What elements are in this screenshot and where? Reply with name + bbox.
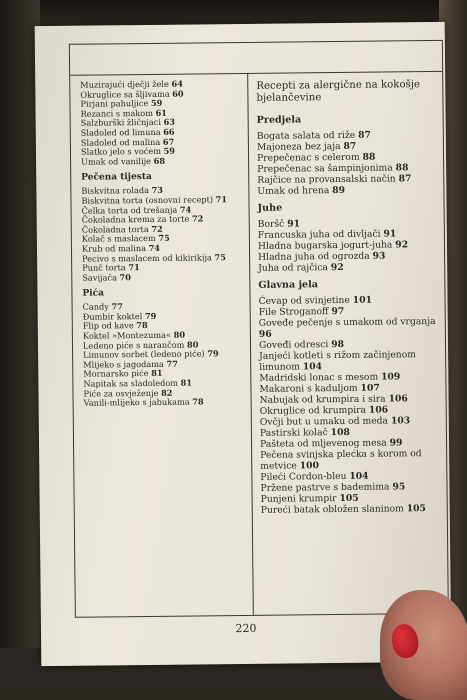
entry-page: 89 <box>332 184 346 197</box>
entry-name: Bogata salata od riže <box>256 129 356 142</box>
entry-name: Pastirski kolač <box>259 427 328 439</box>
entry-page: 92 <box>395 239 409 251</box>
entry-name: Kolač s maslacem <box>81 233 156 244</box>
entry-name: Prepečenac s celerom <box>256 151 360 164</box>
index-section <box>81 171 242 283</box>
entry-page: 98 <box>331 338 345 351</box>
entry-page: 78 <box>136 320 148 331</box>
section-heading: Pečena tijesta <box>81 172 152 184</box>
entry-page: 81 <box>180 377 193 388</box>
entry-page: 105 <box>339 492 359 504</box>
right-column <box>256 77 441 522</box>
entry-page: 72 <box>151 223 163 234</box>
left-sections <box>81 171 243 408</box>
entry-page: 74 <box>179 204 192 215</box>
entry-page: 91 <box>287 218 301 230</box>
entry-name: Đumbir koktel <box>82 310 143 322</box>
entry-name: Mlijeko s jagodama <box>83 358 164 370</box>
entry-name: Pašteta od mljevenog mesa <box>259 437 387 450</box>
entry-name: Krub od malina <box>81 242 147 254</box>
entry-name: Francuska juha od divljači <box>257 228 381 241</box>
entry-name: Čelka torta od trešanja <box>81 204 178 216</box>
recipes-title: Recepti za alergične na kokošje bjelančevine <box>256 79 421 104</box>
entry-name: Salzburški žličnjaci <box>80 117 162 129</box>
index-entry <box>257 184 437 197</box>
entry-page: 100 <box>299 460 320 472</box>
header-band <box>70 41 442 76</box>
entry-page: 87 <box>398 173 412 185</box>
entry-name: Makaroni s kaduljom <box>259 382 358 395</box>
entry-page: 80 <box>173 329 186 340</box>
entry-page: 61 <box>155 107 168 118</box>
entry-name: Piće za osvježenje <box>83 387 159 399</box>
entry-name: Sladoled od limuna <box>80 126 161 138</box>
entry-name: Umak od hrena <box>257 185 330 197</box>
entry-name: Pečena svinjska plećka s korom od metvice <box>260 448 422 472</box>
entry-page: 97 <box>331 305 345 318</box>
entry-name: Pecivo s maslacem od kikirikija <box>82 251 212 264</box>
entry-name: Flip od kave <box>82 320 134 332</box>
index-entry <box>260 448 440 472</box>
entry-name: Pirjani pahuljice <box>80 98 149 109</box>
entry-page: 82 <box>160 387 173 398</box>
entry-page: 81 <box>151 368 163 379</box>
entry-name: Hladna juha od ogrozda <box>258 250 370 263</box>
entry-name: Punjeni krumpir <box>260 493 337 505</box>
entry-name: Majoneza bez jaja <box>256 140 341 153</box>
index-section <box>82 287 243 408</box>
entry-name: Koktel »Montezuma« <box>82 329 172 341</box>
entry-page: 60 <box>172 88 184 99</box>
entry-page: 92 <box>330 261 344 274</box>
entry-page: 59 <box>150 98 163 109</box>
index-entry <box>257 173 437 186</box>
entry-page: 87 <box>343 140 357 152</box>
entry-page: 87 <box>358 129 371 141</box>
entry-name: Pržene pastrve s bademima <box>260 481 390 494</box>
entry-page: 75 <box>214 251 226 262</box>
section-heading: Glavna jela <box>258 279 319 291</box>
entry-name: Boršč <box>257 218 285 230</box>
entry-page: 93 <box>372 250 386 262</box>
entry-page: 59 <box>163 145 176 156</box>
entry-page: 64 <box>171 78 183 89</box>
entry-name: Slatko jelo s voćem <box>80 146 162 157</box>
entry-page: 78 <box>192 396 204 407</box>
index-entry <box>259 349 439 373</box>
left-column <box>80 79 243 414</box>
entry-page: 101 <box>352 294 373 306</box>
entry-page: 91 <box>383 228 397 240</box>
entry-page: 95 <box>392 481 406 493</box>
entry-page: 105 <box>406 503 426 515</box>
entry-name: Savijača <box>82 272 117 283</box>
entry-name: Rezanci s makom <box>80 107 154 119</box>
section-heading: Pića <box>82 288 105 299</box>
entry-page: 106 <box>388 393 408 405</box>
entry-page: 66 <box>163 126 175 137</box>
entry-page: 79 <box>207 348 219 359</box>
entry-page: 109 <box>381 371 401 383</box>
entry-page: 63 <box>163 117 176 128</box>
entry-name: Candy <box>82 301 109 312</box>
entry-name: Pileći Cordon-bleu <box>260 470 347 483</box>
section-heading: Predjela <box>256 114 302 126</box>
entry-page: 88 <box>362 151 376 163</box>
entry-page: 77 <box>166 358 178 369</box>
entry-page: 80 <box>186 339 199 350</box>
entry-page: 71 <box>128 262 140 273</box>
entry-name: Vanili-mlijeko s jabukama <box>83 396 190 408</box>
entry-name: Madridski lonac s mesom <box>259 371 379 384</box>
index-section <box>258 278 440 516</box>
entry-page: 99 <box>389 437 403 449</box>
entry-name: Okruglice sa šljivama <box>80 88 170 100</box>
index-section <box>258 201 439 274</box>
entry-name: File Stroganoff <box>258 306 329 318</box>
entry-name: Biskvitna rolada <box>81 185 150 197</box>
entry-name: Hladna bugarska jogurt-juha <box>257 239 393 252</box>
index-entry <box>261 503 441 516</box>
entry-name: Pureći batak obložen slaninom <box>260 503 404 516</box>
entry-name: Ovčji but u umaku od meda <box>259 415 389 428</box>
entry-page: 74 <box>148 242 161 253</box>
index-entry <box>82 272 242 283</box>
entry-name: Ledeno piće s narančom <box>82 339 185 351</box>
entry-page: 108 <box>330 426 350 439</box>
entry-name: Goveđi odresci <box>258 339 329 351</box>
index-entry <box>84 397 244 408</box>
entry-name: Nabujak od krumpira i sira <box>259 393 386 406</box>
entry-page: 72 <box>191 213 204 224</box>
entry-page: 70 <box>119 271 131 282</box>
entry-name: Biskvitna torta (osnovni recept) <box>81 194 214 206</box>
entry-name: Napitak sa sladoledom <box>83 377 179 389</box>
page-number: 220 <box>235 621 257 636</box>
section-heading: Juhe <box>257 202 283 214</box>
entry-page: 75 <box>158 233 170 244</box>
index-entry <box>258 261 438 274</box>
entry-name: Goveđe pečenje s umakom od vrganja <box>258 315 436 329</box>
entry-page: 88 <box>395 162 409 174</box>
book-page <box>35 22 452 666</box>
entry-name: Juha od rajčica <box>258 262 328 274</box>
entry-name: Čokoladna torta <box>81 223 149 235</box>
entry-page: 71 <box>215 194 228 205</box>
column-divider <box>247 73 254 615</box>
entry-page: 106 <box>368 404 389 416</box>
entry-name: Prepečenac sa šampinjonima <box>257 162 393 175</box>
entry-page: 107 <box>360 382 380 394</box>
entry-name: Ćevap od svinjetine <box>258 294 350 307</box>
entry-page: 104 <box>349 470 369 482</box>
entry-page: 68 <box>153 155 166 166</box>
entry-name: Muzirajući dječji žele <box>80 78 169 90</box>
entry-page: 73 <box>151 185 164 196</box>
entry-name: Limunov sorbet (ledeno piće) <box>83 348 205 360</box>
right-sections <box>257 113 441 516</box>
entry-name: Umak od vanilije <box>81 155 152 167</box>
entry-name: Janjeći kotleti s rižom začinjenom limunom <box>259 349 417 373</box>
index-entry <box>81 156 241 167</box>
left-top-list <box>80 79 241 167</box>
entry-page: 103 <box>390 415 411 427</box>
entry-name: Sladoled od malina <box>80 136 161 148</box>
entry-page: 67 <box>162 136 175 147</box>
entry-name: Punč torta <box>82 262 126 273</box>
entry-name: Čokoladna krema za torte <box>81 213 190 225</box>
entry-page: 96 <box>258 328 272 340</box>
index-entry <box>259 316 439 340</box>
entry-page: 104 <box>302 361 323 373</box>
index-frame <box>69 40 449 618</box>
index-section <box>257 113 438 197</box>
entry-name: Rajčice na provansalski način <box>257 173 396 186</box>
background-left <box>0 0 40 690</box>
entry-page: 79 <box>144 310 157 321</box>
entry-name: Mornarsko piće <box>83 368 149 380</box>
entry-page: 77 <box>111 301 123 312</box>
entry-name: Okruglice od krumpira <box>259 404 367 417</box>
